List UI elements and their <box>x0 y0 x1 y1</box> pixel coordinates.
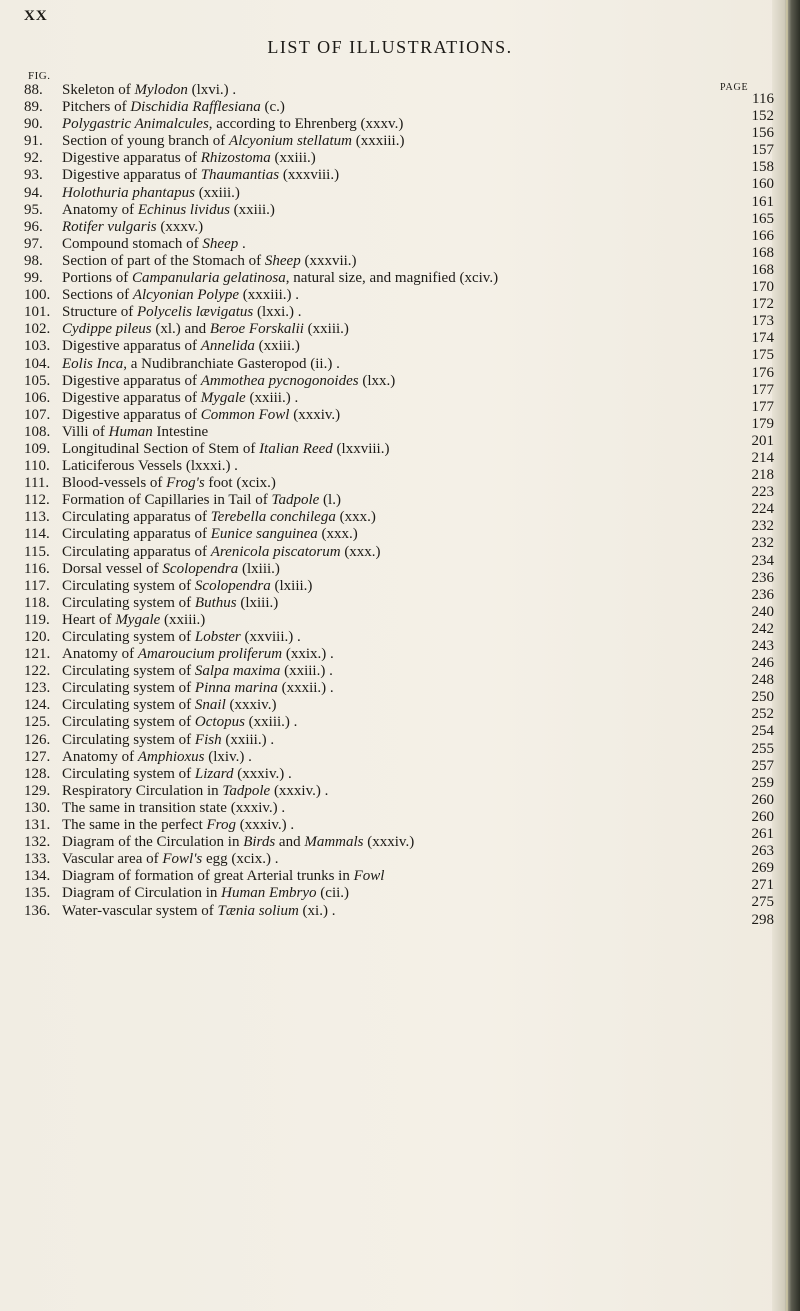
column-label-fig: FIG. <box>28 70 51 82</box>
fig-number: 119. <box>24 611 50 628</box>
page-reference: 166 <box>751 227 774 244</box>
page-reference: 201 <box>751 432 774 449</box>
page-reference: 161 <box>751 193 774 210</box>
fig-caption: Villi of Human Intestine <box>62 423 209 440</box>
fig-number: 97. <box>24 235 43 252</box>
fig-number: 108. <box>24 423 51 440</box>
fig-number: 112. <box>24 492 50 509</box>
fig-number: 131. <box>24 817 51 834</box>
fig-caption: Portions of Campanularia gelatinosa, natural size, and magnified (xciv.) <box>62 270 499 287</box>
fig-caption: Circulating apparatus of Arenicola piscatorum (xxx.) <box>62 543 381 560</box>
fig-number: 103. <box>24 338 51 355</box>
page-edge-binding <box>772 0 800 1311</box>
fig-caption: Rotifer vulgaris (xxxv.) <box>62 218 204 235</box>
page-reference: 177 <box>751 398 774 415</box>
fig-caption: Vascular area of Fowl's egg (xcix.) . <box>62 851 279 868</box>
list-item <box>24 629 774 654</box>
page-reference: 160 <box>751 176 774 193</box>
fig-number: 101. <box>24 304 51 321</box>
fig-number: 105. <box>24 372 51 389</box>
fig-number: 107. <box>24 406 51 423</box>
fig-number: 116. <box>24 560 50 577</box>
page-reference: 224 <box>751 501 774 518</box>
fig-caption: Section of young branch of Alcyonium stellatum (xxxiii.) <box>62 133 405 150</box>
page-reference: 240 <box>751 603 774 620</box>
fig-caption: Diagram of Circulation in Human Embryo (cii.) <box>62 885 350 902</box>
page-reference: 174 <box>751 330 774 347</box>
fig-caption: Water-vascular system of Tænia solium (xi.) . <box>62 902 336 919</box>
fig-caption: Digestive apparatus of Thaumantias (xxxviii.) <box>62 167 340 184</box>
page-reference: 152 <box>751 108 774 125</box>
page-reference: 172 <box>751 296 774 313</box>
fig-number: 130. <box>24 799 51 816</box>
page-reference: 260 <box>751 791 774 808</box>
fig-caption: The same in the perfect Frog (xxxiv.) . <box>62 817 295 834</box>
fig-number: 104. <box>24 355 51 372</box>
fig-caption: Sections of Alcyonian Polype (xxxiii.) . <box>62 287 300 304</box>
list-item <box>24 252 774 278</box>
fig-number: 99. <box>24 270 43 287</box>
fig-caption: Skeleton of Mylodon (lxvi.) . <box>62 82 237 98</box>
page-reference: 298 <box>751 911 774 928</box>
fig-number: 128. <box>24 765 51 782</box>
fig-number: 98. <box>24 252 43 269</box>
page-reference: 234 <box>751 552 774 569</box>
column-label-page: PAGE <box>720 82 749 93</box>
page-reference: 246 <box>751 655 774 672</box>
fig-caption: Circulating apparatus of Eunice sanguinea (xxx.) <box>62 526 358 543</box>
fig-number: 95. <box>24 201 43 218</box>
page-reference: 165 <box>751 210 774 227</box>
fig-caption: Laticiferous Vessels (lxxxi.) . <box>62 458 238 475</box>
page-reference: 156 <box>751 125 774 142</box>
fig-number: 91. <box>24 133 43 150</box>
fig-number: 92. <box>24 150 43 167</box>
fig-caption: Circulating system of Fish (xxiii.) . <box>62 731 275 748</box>
running-title: LIST OF ILLUSTRATIONS. <box>267 37 513 57</box>
page-reference: 223 <box>751 484 774 501</box>
page-number: XX <box>24 8 48 24</box>
fig-number: 102. <box>24 321 51 338</box>
page-reference: 175 <box>751 347 774 364</box>
fig-caption: Digestive apparatus of Common Fowl (xxxiv.) <box>62 406 341 423</box>
page-reference: 252 <box>751 706 774 723</box>
fig-caption: Polygastric Animalcules, according to Ehrenberg (xxxv.) <box>62 116 404 133</box>
page-reference: 157 <box>751 142 774 159</box>
fig-number: 111. <box>24 475 50 492</box>
fig-caption: Circulating system of Scolopendra (lxiii.) <box>62 577 313 594</box>
fig-caption: Pitchers of Dischidia Rafflesiana (c.) <box>62 99 285 116</box>
fig-number: 89. <box>24 99 43 116</box>
page-reference: 179 <box>751 415 774 432</box>
fig-caption: Longitudinal Section of Stem of Italian Reed (lxxviii.) <box>62 440 390 457</box>
fig-caption: Circulating system of Octopus (xxiii.) . <box>62 714 298 731</box>
fig-number: 109. <box>24 440 51 457</box>
page-reference: 255 <box>751 740 774 757</box>
page-reference: 271 <box>751 877 774 894</box>
fig-caption: Blood-vessels of Frog's foot (xcix.) <box>62 475 276 492</box>
fig-caption: Anatomy of Amaroucium proliferum (xxix.) . <box>62 646 334 663</box>
page-reference: 176 <box>751 364 774 381</box>
list-item <box>24 799 774 825</box>
illustrations-list <box>24 82 774 928</box>
fig-number: 134. <box>24 868 51 885</box>
page-reference: 250 <box>751 689 774 706</box>
fig-caption: Circulating system of Lizard (xxxiv.) . <box>62 765 292 782</box>
page-reference: 236 <box>751 569 774 586</box>
page-reference: 261 <box>751 826 774 843</box>
fig-caption: Structure of Polycelis lævigatus (lxxi.) . <box>62 304 302 321</box>
fig-caption: Eolis Inca, a Nudibranchiate Gasteropod (ii.) . <box>62 355 340 372</box>
fig-number: 117. <box>24 577 50 594</box>
fig-number: 123. <box>24 680 51 697</box>
page-reference: 232 <box>751 518 774 535</box>
page-reference: 232 <box>751 535 774 552</box>
fig-number: 114. <box>24 526 50 543</box>
fig-number: 125. <box>24 714 51 731</box>
page-reference: 170 <box>751 279 774 296</box>
fig-number: 94. <box>24 184 43 201</box>
fig-number: 106. <box>24 389 51 406</box>
page-reference: 158 <box>751 159 774 176</box>
fig-number: 136. <box>24 902 51 919</box>
page-reference: 269 <box>751 860 774 877</box>
page-reference: 263 <box>751 843 774 860</box>
fig-number: 96. <box>24 218 43 235</box>
fig-number: 100. <box>24 287 51 304</box>
fig-number: 121. <box>24 646 51 663</box>
fig-number: 88. <box>24 82 43 98</box>
fig-caption: Digestive apparatus of Annelida (xxiii.) <box>62 338 300 355</box>
page-reference: 254 <box>751 723 774 740</box>
fig-number: 135. <box>24 885 51 902</box>
fig-caption: Anatomy of Echinus lividus (xxiii.) <box>62 201 275 218</box>
fig-number: 90. <box>24 116 43 133</box>
fig-number: 126. <box>24 731 51 748</box>
page-reference: 242 <box>751 620 774 637</box>
fig-caption: Respiratory Circulation in Tadpole (xxxiv.) . <box>62 782 329 799</box>
fig-caption: Cydippe pileus (xl.) and Beroe Forskalii (xxiii.) <box>62 321 349 338</box>
fig-caption: Formation of Capillaries in Tail of Tadpole (l.) <box>62 492 341 509</box>
page-reference: 257 <box>751 757 774 774</box>
page-reference: 260 <box>751 808 774 825</box>
fig-number: 120. <box>24 629 51 645</box>
fig-number: 132. <box>24 834 51 851</box>
fig-number: 133. <box>24 851 51 868</box>
fig-number: 127. <box>24 748 51 765</box>
page-reference: 243 <box>751 638 774 654</box>
page-reference: 177 <box>751 381 774 398</box>
fig-caption: Circulating system of Snail (xxxiv.) <box>62 697 277 714</box>
page-reference: 275 <box>751 894 774 911</box>
page-reference: 168 <box>751 244 774 261</box>
list-item <box>24 82 774 107</box>
fig-number: 124. <box>24 697 51 714</box>
fig-caption: Circulating apparatus of Terebella conchilega (xxx.) <box>62 509 376 526</box>
fig-number: 115. <box>24 543 50 560</box>
fig-caption: Circulating system of Salpa maxima (xxiii.) . <box>62 663 333 680</box>
fig-caption: Diagram of formation of great Arterial trunks in Fowl <box>62 868 385 885</box>
fig-caption: Holothuria phantapus (xxiii.) <box>62 184 240 201</box>
fig-caption: Circulating system of Pinna marina (xxxii.) . <box>62 680 334 697</box>
page-reference: 259 <box>751 774 774 791</box>
fig-caption: Compound stomach of Sheep . <box>62 235 246 252</box>
fig-caption: Dorsal vessel of Scolopendra (lxiii.) <box>62 560 280 577</box>
fig-number: 118. <box>24 594 50 611</box>
fig-number: 93. <box>24 167 43 184</box>
page-reference: 173 <box>751 313 774 330</box>
fig-caption: Digestive apparatus of Rhizostoma (xxiii.) <box>62 150 316 167</box>
fig-caption: Circulating system of Buthus (lxiii.) <box>62 594 279 611</box>
page-reference: 214 <box>751 449 774 466</box>
fig-number: 110. <box>24 458 50 475</box>
fig-caption: Circulating system of Lobster (xxviii.) . <box>62 629 301 645</box>
fig-caption: Anatomy of Amphioxus (lxiv.) . <box>62 748 252 765</box>
fig-number: 113. <box>24 509 50 526</box>
page-reference: 218 <box>751 467 774 484</box>
page-reference: 236 <box>751 586 774 603</box>
fig-caption: Digestive apparatus of Mygale (xxiii.) . <box>62 389 299 406</box>
page-reference: 116 <box>752 91 774 107</box>
fig-caption: Heart of Mygale (xxiii.) <box>62 611 206 628</box>
fig-number: 129. <box>24 782 51 799</box>
fig-caption: The same in transition state (xxxiv.) . <box>62 799 286 816</box>
fig-number: 122. <box>24 663 51 680</box>
fig-caption: Digestive apparatus of Ammothea pycnogonoides (lxx.) <box>62 372 396 389</box>
page-reference: 248 <box>751 672 774 689</box>
fig-caption: Diagram of the Circulation in Birds and Mammals (xxxiv.) <box>62 834 415 851</box>
fig-caption: Section of part of the Stomach of Sheep (xxxvii.) <box>62 252 357 269</box>
page-reference: 168 <box>751 261 774 278</box>
